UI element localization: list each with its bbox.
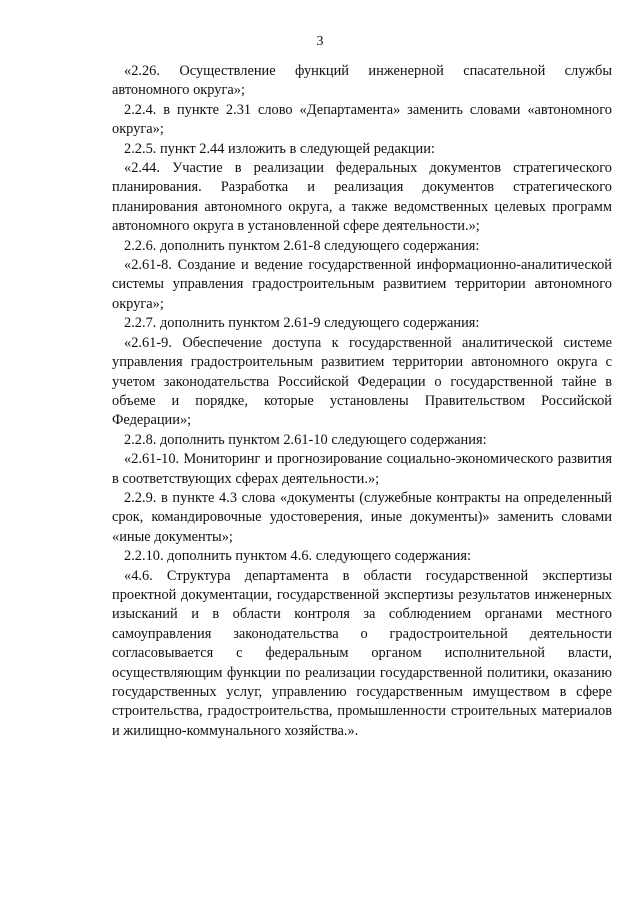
paragraph-2-2-10: 2.2.10. дополнить пунктом 4.6. следующего содержания: [124, 548, 471, 565]
paragraph-2-44: «2.44. Участие в реализации федеральных документов стратегического планирования. Разработка и реализация документов стратегического планирования автономного округа, а также ведомственных целевых программ автономного округа в установленной сфере деятельности.»; [112, 160, 612, 235]
paragraph-2-26: «2.26. Осуществление функций инженерной спасательной службы автономного округа»; [112, 63, 612, 99]
page-number: 3 [316, 34, 324, 49]
paragraph-2-61-9: «2.61-9. Обеспечение доступа к государственной аналитической системе управления градостроительным развитием территории автономного округа с учетом законодательства Российской Федерации о государственной тайне в объеме и порядке, которые установлены Правительством Российской Федерации»; [112, 334, 612, 429]
document-body [112, 62, 612, 741]
paragraph-2-61-8: «2.61-8. Создание и ведение государственной информационно-аналитической системы управления градостроительным развитием территории автономного округа»; [112, 257, 612, 312]
paragraph-2-2-5: 2.2.5. пункт 2.44 изложить в следующей редакции: [124, 140, 435, 157]
paragraph-2-2-4: 2.2.4. в пункте 2.31 слово «Департамента» заменить словами «автономного округа»; [112, 101, 612, 138]
paragraph-2-2-8: 2.2.8. дополнить пунктом 2.61-10 следующего содержания: [124, 431, 487, 448]
paragraph-2-2-7: 2.2.7. дополнить пунктом 2.61-9 следующего содержания: [124, 315, 480, 332]
paragraph-2-2-9: 2.2.9. в пункте 4.3 слова «документы (служебные контракты на определенный срок, командировочные удостоверения, иные документы)» заменить словами «иные документы»; [112, 489, 612, 545]
paragraph-2-61-10: «2.61-10. Мониторинг и прогнозирование социально-экономического развития в соответствующих сферах деятельности.»; [112, 451, 612, 487]
paragraph-2-2-6: 2.2.6. дополнить пунктом 2.61-8 следующего содержания: [124, 237, 480, 254]
paragraph-4-6: «4.6. Структура департамента в области государственной экспертизы проектной документации, государственной экспертизы результатов инженерных изысканий и в области контроля за соблюдением органами местного самоуправления законодательства о градостроительной деятельности согласовывается с федеральным органом исполнительной власти, осуществляющим функции по реализации государственной политики, оказанию государственных услуг, управлению государственным имуществом в сфере строительства, градостроительства, промышленности строительных материалов и жилищно-коммунального хозяйства.». [112, 567, 612, 739]
